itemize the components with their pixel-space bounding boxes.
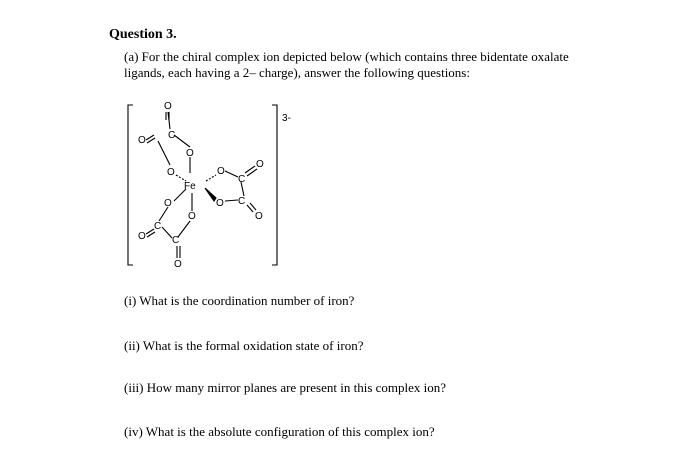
subquestion-i: (i) What is the coordination number of iron? [124, 293, 355, 308]
oxygen-label: O [164, 101, 172, 112]
oxygen-label: O [138, 135, 146, 146]
subquestion-iii: (iii) How many mirror planes are present in this complex ion? [124, 380, 447, 395]
carbon-label: C [172, 235, 180, 246]
question-intro [124, 49, 594, 81]
subquestion-ii: (ii) What is the formal oxidation state of iron? [124, 338, 364, 353]
bond-lower-right-c-o [225, 200, 238, 201]
bond-right-o-c [225, 171, 238, 177]
oxygen-label: O [216, 198, 224, 209]
oxygen-label: O [256, 159, 264, 170]
oxygen-label: O [167, 167, 175, 178]
right-bracket [272, 105, 277, 265]
bond-top-o-c1 [174, 135, 190, 147]
oxygen-label: O [188, 211, 196, 222]
oxygen-label: O [186, 148, 194, 159]
wedge-bond-fe-o [205, 188, 216, 201]
carbon-label: C [168, 130, 176, 141]
charge-label: 3- [282, 113, 291, 124]
fe-atom-label: Fe [184, 181, 196, 192]
carbon-label: C [238, 174, 246, 185]
left-bracket [128, 105, 133, 265]
intro-line-2: ligands, each having a 2– charge), answer the following questions: [124, 65, 470, 80]
oxygen-label: O [255, 211, 263, 222]
question-title: Question 3. [109, 27, 177, 42]
oxygen-label: O [174, 259, 182, 270]
bond-top-c1-o-left [158, 141, 170, 165]
oxygen-label: O [138, 231, 146, 242]
subquestion-iv: (iv) What is the absolute configuration of this complex ion? [124, 424, 435, 439]
oxygen-label: O [217, 166, 225, 177]
carbon-label: C [238, 196, 246, 207]
fe-oxalate-complex-structure [110, 95, 310, 275]
bond-bottom-c-c [162, 227, 172, 238]
oxygen-label: O [164, 198, 172, 209]
carbon-label: C [154, 221, 162, 232]
intro-line-1: (a) For the chiral complex ion depicted below (which contains three bidentate oxalate [124, 49, 569, 64]
bond-bottom-o-c [178, 221, 190, 237]
bond-right-o-fe [206, 175, 216, 181]
bond-bottom-c-o-left [159, 207, 168, 221]
